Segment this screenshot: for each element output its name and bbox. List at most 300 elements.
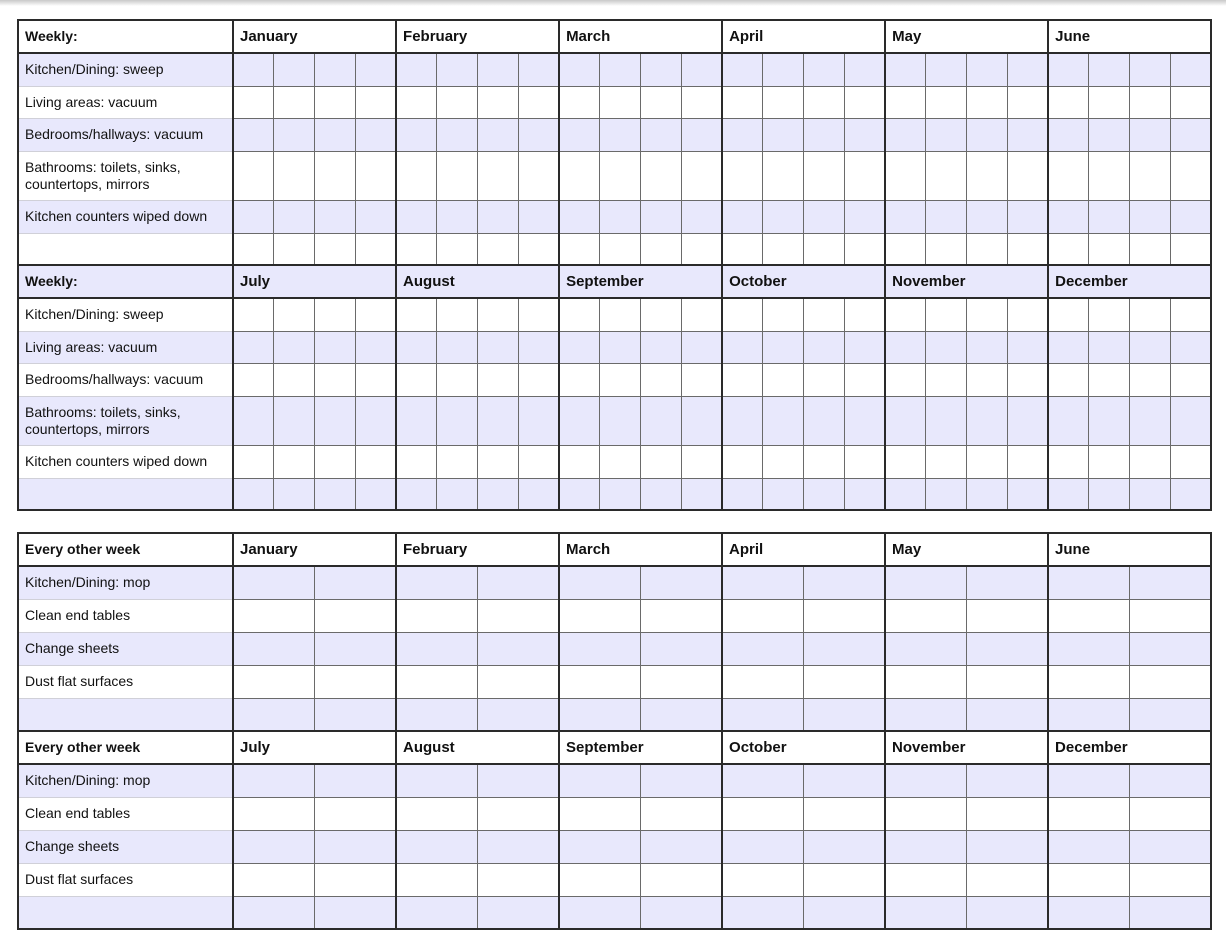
checkbox-cell[interactable] <box>518 53 559 86</box>
checkbox-cell[interactable] <box>396 896 478 929</box>
checkbox-cell[interactable] <box>1130 151 1171 200</box>
checkbox-cell[interactable] <box>967 830 1049 863</box>
checkbox-cell[interactable] <box>763 445 804 478</box>
checkbox-cell[interactable] <box>1130 632 1212 665</box>
checkbox-cell[interactable] <box>926 118 967 151</box>
checkbox-cell[interactable] <box>641 331 682 363</box>
checkbox-cell[interactable] <box>641 599 723 632</box>
checkbox-cell[interactable] <box>967 200 1008 233</box>
checkbox-cell[interactable] <box>804 478 845 510</box>
checkbox-cell[interactable] <box>233 86 274 118</box>
checkbox-cell[interactable] <box>274 331 315 363</box>
checkbox-cell[interactable] <box>885 151 926 200</box>
checkbox-cell[interactable] <box>437 331 478 363</box>
checkbox-cell[interactable] <box>885 599 967 632</box>
checkbox-cell[interactable] <box>844 331 885 363</box>
checkbox-cell[interactable] <box>518 298 559 331</box>
checkbox-cell[interactable] <box>1048 86 1089 118</box>
checkbox-cell[interactable] <box>600 478 641 510</box>
checkbox-cell[interactable] <box>396 566 478 599</box>
checkbox-cell[interactable] <box>478 298 519 331</box>
checkbox-cell[interactable] <box>967 632 1049 665</box>
checkbox-cell[interactable] <box>804 830 886 863</box>
checkbox-cell[interactable] <box>355 363 396 396</box>
checkbox-cell[interactable] <box>1089 53 1130 86</box>
checkbox-cell[interactable] <box>559 118 600 151</box>
checkbox-cell[interactable] <box>641 233 682 265</box>
checkbox-cell[interactable] <box>478 863 560 896</box>
checkbox-cell[interactable] <box>518 151 559 200</box>
checkbox-cell[interactable] <box>722 233 763 265</box>
checkbox-cell[interactable] <box>559 599 641 632</box>
checkbox-cell[interactable] <box>315 331 356 363</box>
checkbox-cell[interactable] <box>478 151 519 200</box>
checkbox-cell[interactable] <box>722 331 763 363</box>
checkbox-cell[interactable] <box>478 396 519 445</box>
checkbox-cell[interactable] <box>804 632 886 665</box>
checkbox-cell[interactable] <box>315 118 356 151</box>
checkbox-cell[interactable] <box>1048 698 1130 731</box>
checkbox-cell[interactable] <box>315 86 356 118</box>
checkbox-cell[interactable] <box>722 396 763 445</box>
checkbox-cell[interactable] <box>315 764 397 797</box>
checkbox-cell[interactable] <box>274 445 315 478</box>
checkbox-cell[interactable] <box>396 830 478 863</box>
checkbox-cell[interactable] <box>600 396 641 445</box>
checkbox-cell[interactable] <box>233 599 315 632</box>
checkbox-cell[interactable] <box>763 53 804 86</box>
checkbox-cell[interactable] <box>926 396 967 445</box>
checkbox-cell[interactable] <box>641 764 723 797</box>
checkbox-cell[interactable] <box>274 86 315 118</box>
checkbox-cell[interactable] <box>396 86 437 118</box>
checkbox-cell[interactable] <box>478 331 519 363</box>
checkbox-cell[interactable] <box>233 200 274 233</box>
checkbox-cell[interactable] <box>355 118 396 151</box>
checkbox-cell[interactable] <box>1007 298 1048 331</box>
checkbox-cell[interactable] <box>926 53 967 86</box>
checkbox-cell[interactable] <box>804 86 845 118</box>
checkbox-cell[interactable] <box>804 200 845 233</box>
checkbox-cell[interactable] <box>885 445 926 478</box>
checkbox-cell[interactable] <box>478 632 560 665</box>
checkbox-cell[interactable] <box>967 331 1008 363</box>
checkbox-cell[interactable] <box>233 298 274 331</box>
checkbox-cell[interactable] <box>233 363 274 396</box>
checkbox-cell[interactable] <box>1130 797 1212 830</box>
checkbox-cell[interactable] <box>1048 797 1130 830</box>
checkbox-cell[interactable] <box>1130 698 1212 731</box>
checkbox-cell[interactable] <box>967 764 1049 797</box>
checkbox-cell[interactable] <box>1048 665 1130 698</box>
checkbox-cell[interactable] <box>518 86 559 118</box>
checkbox-cell[interactable] <box>641 151 682 200</box>
checkbox-cell[interactable] <box>722 445 763 478</box>
checkbox-cell[interactable] <box>559 896 641 929</box>
checkbox-cell[interactable] <box>396 396 437 445</box>
checkbox-cell[interactable] <box>1170 118 1211 151</box>
checkbox-cell[interactable] <box>681 363 722 396</box>
checkbox-cell[interactable] <box>1007 233 1048 265</box>
checkbox-cell[interactable] <box>804 363 845 396</box>
checkbox-cell[interactable] <box>396 118 437 151</box>
checkbox-cell[interactable] <box>437 151 478 200</box>
checkbox-cell[interactable] <box>722 363 763 396</box>
checkbox-cell[interactable] <box>1130 764 1212 797</box>
checkbox-cell[interactable] <box>518 200 559 233</box>
checkbox-cell[interactable] <box>559 396 600 445</box>
checkbox-cell[interactable] <box>926 233 967 265</box>
checkbox-cell[interactable] <box>233 118 274 151</box>
checkbox-cell[interactable] <box>722 151 763 200</box>
checkbox-cell[interactable] <box>885 200 926 233</box>
checkbox-cell[interactable] <box>396 863 478 896</box>
checkbox-cell[interactable] <box>763 200 804 233</box>
checkbox-cell[interactable] <box>1048 478 1089 510</box>
checkbox-cell[interactable] <box>885 331 926 363</box>
checkbox-cell[interactable] <box>559 331 600 363</box>
checkbox-cell[interactable] <box>967 86 1008 118</box>
checkbox-cell[interactable] <box>1007 331 1048 363</box>
checkbox-cell[interactable] <box>804 863 886 896</box>
checkbox-cell[interactable] <box>722 830 804 863</box>
checkbox-cell[interactable] <box>804 445 845 478</box>
checkbox-cell[interactable] <box>355 445 396 478</box>
checkbox-cell[interactable] <box>315 797 397 830</box>
checkbox-cell[interactable] <box>681 233 722 265</box>
checkbox-cell[interactable] <box>1130 478 1171 510</box>
checkbox-cell[interactable] <box>559 298 600 331</box>
checkbox-cell[interactable] <box>274 478 315 510</box>
checkbox-cell[interactable] <box>1048 566 1130 599</box>
checkbox-cell[interactable] <box>967 298 1008 331</box>
checkbox-cell[interactable] <box>763 86 804 118</box>
checkbox-cell[interactable] <box>763 151 804 200</box>
checkbox-cell[interactable] <box>1048 396 1089 445</box>
checkbox-cell[interactable] <box>1048 233 1089 265</box>
checkbox-cell[interactable] <box>396 331 437 363</box>
checkbox-cell[interactable] <box>600 331 641 363</box>
checkbox-cell[interactable] <box>1130 599 1212 632</box>
checkbox-cell[interactable] <box>722 632 804 665</box>
checkbox-cell[interactable] <box>722 896 804 929</box>
checkbox-cell[interactable] <box>804 665 886 698</box>
checkbox-cell[interactable] <box>926 151 967 200</box>
checkbox-cell[interactable] <box>233 764 315 797</box>
checkbox-cell[interactable] <box>600 151 641 200</box>
checkbox-cell[interactable] <box>641 665 723 698</box>
checkbox-cell[interactable] <box>396 797 478 830</box>
checkbox-cell[interactable] <box>967 363 1008 396</box>
checkbox-cell[interactable] <box>885 665 967 698</box>
checkbox-cell[interactable] <box>967 599 1049 632</box>
checkbox-cell[interactable] <box>396 233 437 265</box>
checkbox-cell[interactable] <box>478 363 519 396</box>
checkbox-cell[interactable] <box>396 53 437 86</box>
checkbox-cell[interactable] <box>1170 86 1211 118</box>
checkbox-cell[interactable] <box>681 86 722 118</box>
checkbox-cell[interactable] <box>885 86 926 118</box>
checkbox-cell[interactable] <box>355 86 396 118</box>
checkbox-cell[interactable] <box>885 118 926 151</box>
checkbox-cell[interactable] <box>274 151 315 200</box>
checkbox-cell[interactable] <box>315 599 397 632</box>
checkbox-cell[interactable] <box>355 396 396 445</box>
checkbox-cell[interactable] <box>315 233 356 265</box>
checkbox-cell[interactable] <box>1089 331 1130 363</box>
checkbox-cell[interactable] <box>1089 86 1130 118</box>
checkbox-cell[interactable] <box>1089 478 1130 510</box>
checkbox-cell[interactable] <box>559 445 600 478</box>
checkbox-cell[interactable] <box>926 298 967 331</box>
checkbox-cell[interactable] <box>478 86 519 118</box>
checkbox-cell[interactable] <box>844 118 885 151</box>
checkbox-cell[interactable] <box>315 830 397 863</box>
checkbox-cell[interactable] <box>559 200 600 233</box>
checkbox-cell[interactable] <box>885 764 967 797</box>
checkbox-cell[interactable] <box>681 151 722 200</box>
checkbox-cell[interactable] <box>478 764 560 797</box>
checkbox-cell[interactable] <box>396 665 478 698</box>
checkbox-cell[interactable] <box>355 151 396 200</box>
checkbox-cell[interactable] <box>559 863 641 896</box>
checkbox-cell[interactable] <box>559 478 600 510</box>
checkbox-cell[interactable] <box>437 118 478 151</box>
checkbox-cell[interactable] <box>885 632 967 665</box>
checkbox-cell[interactable] <box>804 298 845 331</box>
checkbox-cell[interactable] <box>1130 331 1171 363</box>
checkbox-cell[interactable] <box>967 896 1049 929</box>
checkbox-cell[interactable] <box>967 53 1008 86</box>
checkbox-cell[interactable] <box>1130 896 1212 929</box>
checkbox-cell[interactable] <box>437 53 478 86</box>
checkbox-cell[interactable] <box>1007 396 1048 445</box>
checkbox-cell[interactable] <box>967 566 1049 599</box>
checkbox-cell[interactable] <box>1089 445 1130 478</box>
checkbox-cell[interactable] <box>315 632 397 665</box>
checkbox-cell[interactable] <box>396 200 437 233</box>
checkbox-cell[interactable] <box>559 698 641 731</box>
checkbox-cell[interactable] <box>885 363 926 396</box>
checkbox-cell[interactable] <box>478 566 560 599</box>
checkbox-cell[interactable] <box>355 331 396 363</box>
checkbox-cell[interactable] <box>518 445 559 478</box>
checkbox-cell[interactable] <box>681 200 722 233</box>
checkbox-cell[interactable] <box>641 632 723 665</box>
checkbox-cell[interactable] <box>478 233 519 265</box>
checkbox-cell[interactable] <box>926 478 967 510</box>
checkbox-cell[interactable] <box>1130 118 1171 151</box>
checkbox-cell[interactable] <box>641 118 682 151</box>
checkbox-cell[interactable] <box>1089 363 1130 396</box>
checkbox-cell[interactable] <box>844 151 885 200</box>
checkbox-cell[interactable] <box>600 445 641 478</box>
checkbox-cell[interactable] <box>600 200 641 233</box>
checkbox-cell[interactable] <box>722 53 763 86</box>
checkbox-cell[interactable] <box>233 665 315 698</box>
checkbox-cell[interactable] <box>763 396 804 445</box>
checkbox-cell[interactable] <box>315 151 356 200</box>
checkbox-cell[interactable] <box>641 797 723 830</box>
checkbox-cell[interactable] <box>1007 53 1048 86</box>
checkbox-cell[interactable] <box>355 200 396 233</box>
checkbox-cell[interactable] <box>681 445 722 478</box>
checkbox-cell[interactable] <box>233 396 274 445</box>
checkbox-cell[interactable] <box>722 118 763 151</box>
checkbox-cell[interactable] <box>1130 566 1212 599</box>
checkbox-cell[interactable] <box>885 797 967 830</box>
checkbox-cell[interactable] <box>641 298 682 331</box>
checkbox-cell[interactable] <box>559 86 600 118</box>
checkbox-cell[interactable] <box>518 478 559 510</box>
checkbox-cell[interactable] <box>233 896 315 929</box>
checkbox-cell[interactable] <box>315 863 397 896</box>
checkbox-cell[interactable] <box>1130 830 1212 863</box>
checkbox-cell[interactable] <box>315 200 356 233</box>
checkbox-cell[interactable] <box>844 478 885 510</box>
checkbox-cell[interactable] <box>315 478 356 510</box>
checkbox-cell[interactable] <box>885 478 926 510</box>
checkbox-cell[interactable] <box>518 233 559 265</box>
checkbox-cell[interactable] <box>1170 53 1211 86</box>
checkbox-cell[interactable] <box>233 445 274 478</box>
checkbox-cell[interactable] <box>559 566 641 599</box>
checkbox-cell[interactable] <box>681 478 722 510</box>
checkbox-cell[interactable] <box>1048 118 1089 151</box>
checkbox-cell[interactable] <box>804 764 886 797</box>
checkbox-cell[interactable] <box>1130 363 1171 396</box>
checkbox-cell[interactable] <box>722 86 763 118</box>
checkbox-cell[interactable] <box>1130 396 1171 445</box>
checkbox-cell[interactable] <box>1048 200 1089 233</box>
checkbox-cell[interactable] <box>478 698 560 731</box>
checkbox-cell[interactable] <box>926 200 967 233</box>
checkbox-cell[interactable] <box>233 632 315 665</box>
checkbox-cell[interactable] <box>233 566 315 599</box>
checkbox-cell[interactable] <box>804 151 845 200</box>
checkbox-cell[interactable] <box>274 118 315 151</box>
checkbox-cell[interactable] <box>1130 863 1212 896</box>
checkbox-cell[interactable] <box>1048 764 1130 797</box>
checkbox-cell[interactable] <box>1048 863 1130 896</box>
checkbox-cell[interactable] <box>274 396 315 445</box>
checkbox-cell[interactable] <box>1170 200 1211 233</box>
checkbox-cell[interactable] <box>722 599 804 632</box>
checkbox-cell[interactable] <box>1007 200 1048 233</box>
checkbox-cell[interactable] <box>1170 233 1211 265</box>
checkbox-cell[interactable] <box>274 233 315 265</box>
checkbox-cell[interactable] <box>315 566 397 599</box>
checkbox-cell[interactable] <box>1170 396 1211 445</box>
checkbox-cell[interactable] <box>355 298 396 331</box>
checkbox-cell[interactable] <box>967 445 1008 478</box>
checkbox-cell[interactable] <box>1048 298 1089 331</box>
checkbox-cell[interactable] <box>641 566 723 599</box>
checkbox-cell[interactable] <box>355 233 396 265</box>
checkbox-cell[interactable] <box>681 396 722 445</box>
checkbox-cell[interactable] <box>804 396 845 445</box>
checkbox-cell[interactable] <box>518 118 559 151</box>
checkbox-cell[interactable] <box>396 599 478 632</box>
checkbox-cell[interactable] <box>478 53 519 86</box>
checkbox-cell[interactable] <box>233 478 274 510</box>
checkbox-cell[interactable] <box>641 86 682 118</box>
checkbox-cell[interactable] <box>559 363 600 396</box>
checkbox-cell[interactable] <box>1089 118 1130 151</box>
checkbox-cell[interactable] <box>804 566 886 599</box>
checkbox-cell[interactable] <box>722 478 763 510</box>
checkbox-cell[interactable] <box>233 331 274 363</box>
checkbox-cell[interactable] <box>478 118 519 151</box>
checkbox-cell[interactable] <box>722 698 804 731</box>
checkbox-cell[interactable] <box>926 445 967 478</box>
checkbox-cell[interactable] <box>478 665 560 698</box>
checkbox-cell[interactable] <box>722 566 804 599</box>
checkbox-cell[interactable] <box>885 566 967 599</box>
checkbox-cell[interactable] <box>967 151 1008 200</box>
checkbox-cell[interactable] <box>1048 53 1089 86</box>
checkbox-cell[interactable] <box>844 233 885 265</box>
checkbox-cell[interactable] <box>1007 445 1048 478</box>
checkbox-cell[interactable] <box>763 118 804 151</box>
checkbox-cell[interactable] <box>804 53 845 86</box>
checkbox-cell[interactable] <box>233 53 274 86</box>
checkbox-cell[interactable] <box>1007 478 1048 510</box>
checkbox-cell[interactable] <box>274 200 315 233</box>
checkbox-cell[interactable] <box>641 863 723 896</box>
checkbox-cell[interactable] <box>885 830 967 863</box>
checkbox-cell[interactable] <box>478 830 560 863</box>
checkbox-cell[interactable] <box>885 53 926 86</box>
checkbox-cell[interactable] <box>844 200 885 233</box>
checkbox-cell[interactable] <box>600 298 641 331</box>
checkbox-cell[interactable] <box>1048 151 1089 200</box>
checkbox-cell[interactable] <box>233 233 274 265</box>
checkbox-cell[interactable] <box>641 830 723 863</box>
checkbox-cell[interactable] <box>722 797 804 830</box>
checkbox-cell[interactable] <box>681 118 722 151</box>
checkbox-cell[interactable] <box>1007 86 1048 118</box>
checkbox-cell[interactable] <box>844 363 885 396</box>
checkbox-cell[interactable] <box>1130 86 1171 118</box>
checkbox-cell[interactable] <box>315 665 397 698</box>
checkbox-cell[interactable] <box>804 331 845 363</box>
checkbox-cell[interactable] <box>233 797 315 830</box>
checkbox-cell[interactable] <box>641 53 682 86</box>
checkbox-cell[interactable] <box>396 151 437 200</box>
checkbox-cell[interactable] <box>844 396 885 445</box>
checkbox-cell[interactable] <box>641 698 723 731</box>
checkbox-cell[interactable] <box>641 896 723 929</box>
checkbox-cell[interactable] <box>600 118 641 151</box>
checkbox-cell[interactable] <box>437 478 478 510</box>
checkbox-cell[interactable] <box>1170 151 1211 200</box>
checkbox-cell[interactable] <box>396 445 437 478</box>
checkbox-cell[interactable] <box>274 363 315 396</box>
checkbox-cell[interactable] <box>518 363 559 396</box>
checkbox-cell[interactable] <box>1170 298 1211 331</box>
checkbox-cell[interactable] <box>1048 331 1089 363</box>
checkbox-cell[interactable] <box>804 896 886 929</box>
checkbox-cell[interactable] <box>1170 363 1211 396</box>
checkbox-cell[interactable] <box>396 298 437 331</box>
checkbox-cell[interactable] <box>396 698 478 731</box>
checkbox-cell[interactable] <box>478 599 560 632</box>
checkbox-cell[interactable] <box>844 445 885 478</box>
checkbox-cell[interactable] <box>1130 665 1212 698</box>
checkbox-cell[interactable] <box>437 363 478 396</box>
checkbox-cell[interactable] <box>1089 200 1130 233</box>
